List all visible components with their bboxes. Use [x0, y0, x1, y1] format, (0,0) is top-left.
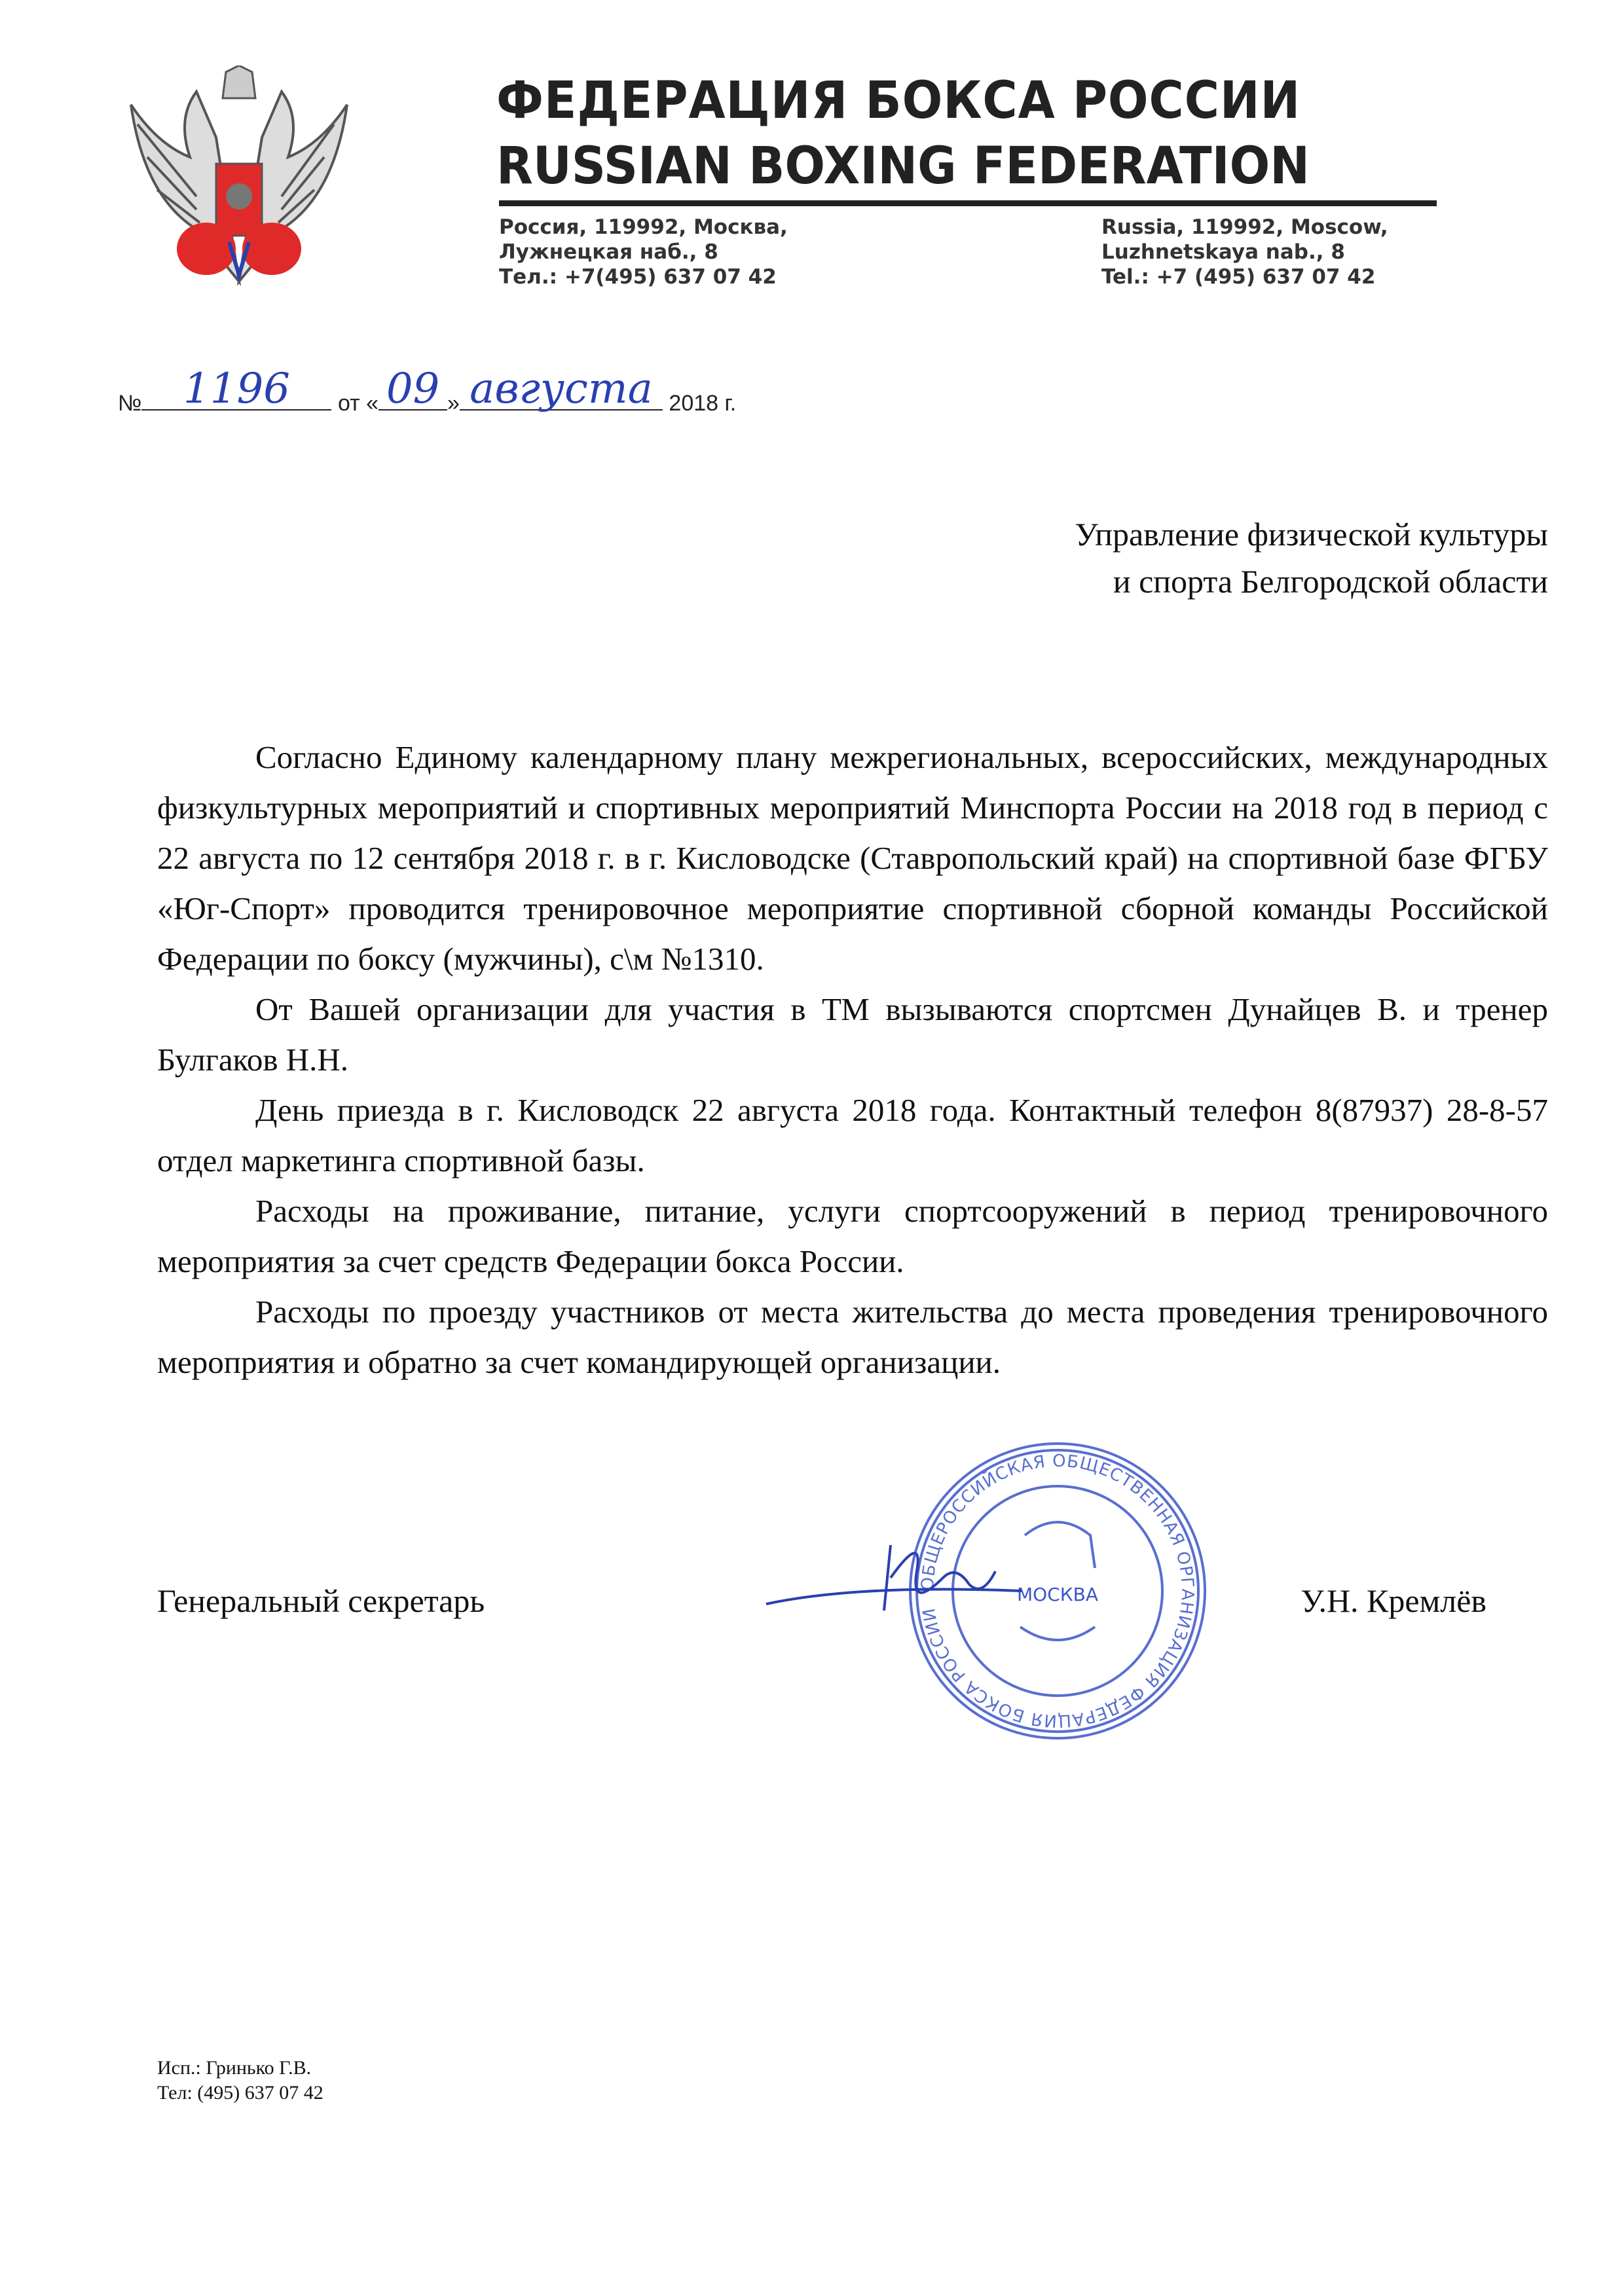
executor-name: Исп.: Гринько Г.В.: [157, 2057, 312, 2079]
signature-row: [157, 1581, 1486, 1620]
address-en-line: Luzhnetskaya nab., 8: [1101, 240, 1345, 264]
body-paragraph: День приезда в г. Кисловодск 22 августа 2018 года. Контактный телефон 8(87937) 28-8-57 отдел маркетинга спортивной базы.: [157, 1092, 1548, 1178]
letterhead-title-ru: ФЕДЕРАЦИЯ БОКСА РОССИИ: [496, 71, 1301, 130]
from-label: от «: [337, 391, 379, 416]
letter-body: [157, 732, 1548, 1387]
address-en: [1101, 215, 1388, 289]
reference-line: [118, 365, 737, 416]
body-paragraph: От Вашей организации для участия в ТМ вызываются спортсмен Дунайцев В. и тренер Булгаков Н.Н.: [157, 991, 1548, 1078]
signatory-name: У.Н. Кремлёв: [1301, 1582, 1486, 1619]
address-ru: [499, 215, 788, 289]
stamp-text: ОБЩЕРОССИЙСКАЯ ОБЩЕСТВЕННАЯ ОРГАНИЗАЦИЯ ФЕДЕРАЦИЯ БОКСА РОССИИ: [917, 1451, 1198, 1731]
address-ru-line: Россия, 119992, Москва,: [499, 215, 788, 239]
letterhead-title-en: RUSSIAN BOXING FEDERATION: [496, 137, 1310, 196]
address-ru-line: Лужнецкая наб., 8: [499, 240, 718, 264]
day-blank: [378, 365, 447, 413]
close-quote: »: [447, 391, 460, 416]
body-paragraph: Согласно Единому календарному плану межрегиональных, всероссийских, международных физкультурных мероприятий и спортивных мероприятий Минспорта России на 2018 год в период с 22 августа по 12 сентября 2018 г. в г. Кисловодске (Ставропольский край) на спортивной базе ФГБУ «Юг-Спорт» проводится тренировочное мероприятие спортивной сборной команды Российской Федерации по боксу (мужчины), с\м №1310.: [157, 739, 1548, 977]
address-en-line: Russia, 119992, Moscow,: [1101, 215, 1388, 239]
handwritten-day: 09: [386, 365, 440, 413]
number-blank: [141, 365, 331, 413]
month-blank: [460, 365, 663, 413]
recipient-block: [1075, 511, 1548, 605]
handwritten-number: 1196: [183, 365, 290, 413]
year: 2018 г.: [669, 391, 737, 416]
stamp-city: МОСКВА: [1017, 1584, 1098, 1605]
recipient-line: и спорта Белгородской области: [1113, 563, 1548, 600]
body-paragraph: Расходы по проезду участников от места жительства до места проведения тренировочного мероприятия и обратно за счет командирующей организации.: [157, 1294, 1548, 1380]
number-label: №: [118, 391, 142, 416]
recipient-line: Управление физической культуры: [1075, 516, 1548, 553]
body-paragraph: Расходы на проживание, питание, услуги спортсооружений в период тренировочного мероприятия за счет средств Федерации бокса России.: [157, 1193, 1548, 1279]
address-en-line: Tel.: +7 (495) 637 07 42: [1101, 265, 1376, 289]
handwritten-month: августа: [470, 365, 653, 413]
signatory-position: Генеральный секретарь: [157, 1582, 485, 1619]
executor-phone: Тел: (495) 637 07 42: [157, 2082, 323, 2104]
letterhead-divider: [499, 200, 1437, 206]
executor-info: [157, 2056, 323, 2105]
address-ru-line: Тел.: +7(495) 637 07 42: [499, 265, 777, 289]
federation-logo-emblem: [118, 65, 360, 295]
